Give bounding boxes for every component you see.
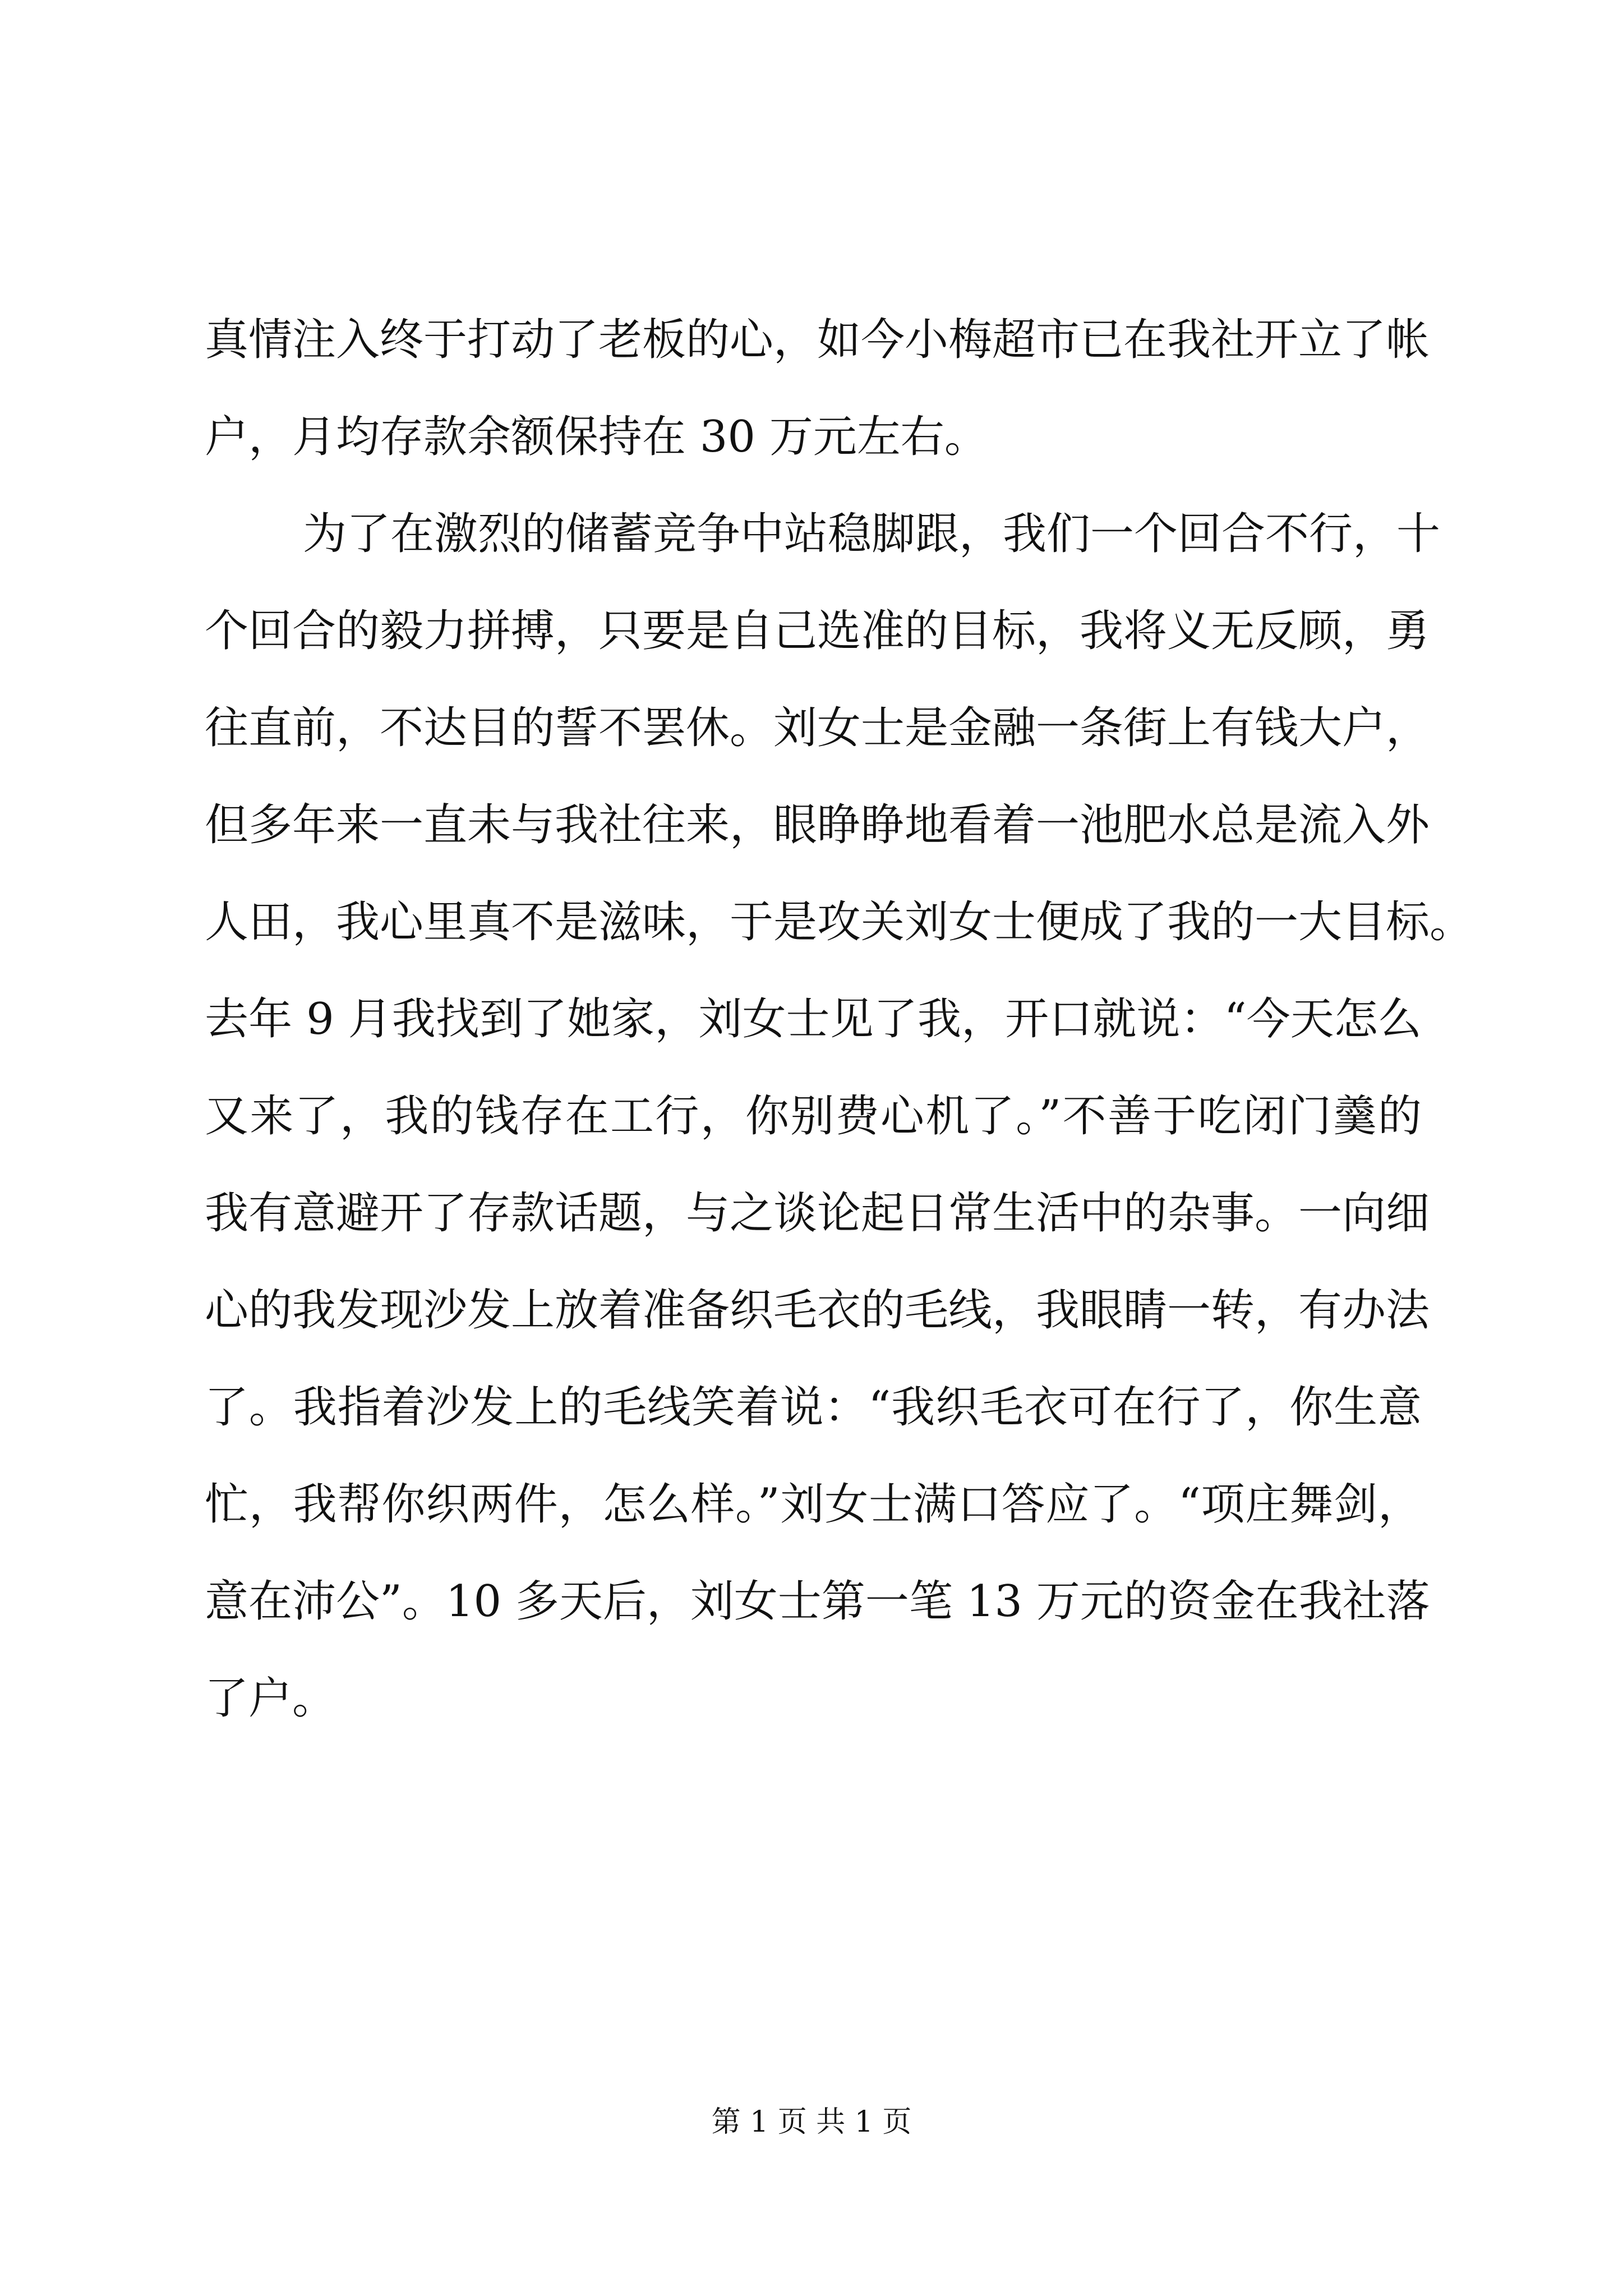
text-line: 个回合的毅力拼搏，只要是自己选准的目标，我将义无反顾，勇: [205, 606, 1430, 656]
text-line: 往直前，不达目的誓不罢休。刘女士是金融一条街上有钱大户，: [205, 703, 1430, 753]
text-line: 了。我指着沙发上的毛线笑着说：“我织毛衣可在行了，你生意: [205, 1382, 1422, 1433]
text-line: 真情注入终于打动了老板的心，如今小梅超市已在我社开立了帐: [205, 315, 1430, 365]
text-line: 我有意避开了存款话题，与之谈论起日常生活中的杂事。一向细: [205, 1188, 1430, 1239]
text-line: 了户。: [205, 1673, 336, 1724]
text-line: 心的我发现沙发上放着准备织毛衣的毛线，我眼睛一转，有办法: [205, 1285, 1430, 1336]
text-line: 忙，我帮你织两件，怎么样。”刘女士满口答应了。“项庄舞剑，: [205, 1479, 1422, 1530]
body-text: [205, 292, 1474, 1747]
text-line: 意在沛公”。10 多天后，刘女士第一笔 13 万元的资金在我社落: [205, 1576, 1430, 1627]
text-line: 去年 9 月我找到了她家，刘女士见了我，开口就说：“今天怎么: [205, 994, 1422, 1045]
page-number-footer: 第 1 页 共 1 页: [711, 2105, 912, 2139]
text-line: 又来了，我的钱存在工行，你别费心机了。”不善于吃闭门羹的: [205, 1091, 1422, 1142]
text-line: 人田，我心里真不是滋味，于是攻关刘女士便成了我的一大目标。: [205, 897, 1474, 947]
text-line: 为了在激烈的储蓄竞争中站稳脚跟，我们一个回合不行，十: [303, 509, 1441, 559]
text-line: 户，月均存款余额保持在 30 万元左右。: [205, 412, 988, 462]
text-line: 但多年来一直未与我社往来，眼睁睁地看着一池肥水总是流入外: [205, 800, 1430, 850]
